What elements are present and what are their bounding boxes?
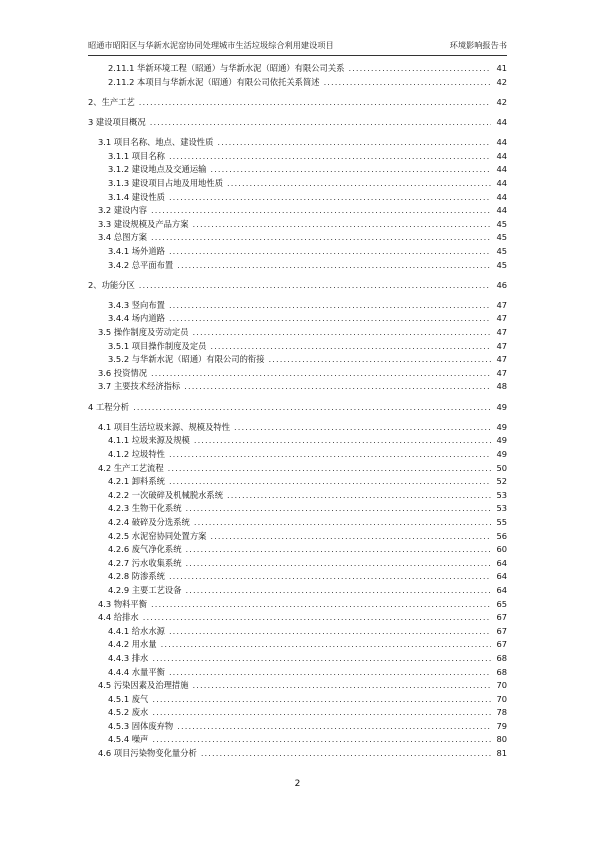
toc-entry[interactable]	[88, 584, 507, 598]
toc-leader-dots	[152, 693, 491, 707]
toc-entry[interactable]	[88, 279, 507, 293]
toc-entry-title: 3.6 投资情况	[98, 367, 148, 378]
toc-entry-title: 2.11.1 华新环境工程（昭通）与华新水泥（昭通）有限公司关系	[108, 63, 345, 73]
toc-entry-title: 4.4.2 用水量	[108, 639, 157, 650]
toc-leader-dots	[152, 652, 491, 666]
page-number: 2	[294, 779, 301, 789]
toc-leader-dots	[177, 259, 491, 273]
header-report-type: 环境影响报告书	[449, 40, 507, 50]
toc-leader-dots	[169, 666, 491, 680]
toc-entry[interactable]	[88, 570, 507, 584]
toc-entry-page: 53	[496, 489, 507, 500]
toc-entry-title: 4.5.2 废水	[108, 707, 149, 718]
toc-entry[interactable]	[88, 693, 507, 707]
toc-entry[interactable]	[88, 666, 507, 680]
toc-entry-page: 45	[496, 259, 507, 270]
toc-entry-title: 3.5 操作制度及劳动定员	[98, 327, 189, 338]
toc-leader-dots	[348, 62, 491, 76]
toc-entry[interactable]	[88, 502, 507, 516]
toc-entry-title: 4.6 项目污染物变化量分析	[98, 748, 197, 759]
toc-entry[interactable]	[88, 191, 507, 205]
toc-entry[interactable]	[88, 733, 507, 747]
toc-entry-page: 79	[496, 720, 507, 731]
toc-entry-title: 4.2.6 废气净化系统	[108, 544, 182, 555]
toc-leader-dots	[186, 557, 491, 571]
toc-entry[interactable]	[88, 543, 507, 557]
toc-entry-title: 4 工程分析	[88, 401, 130, 412]
toc-leader-dots	[151, 204, 491, 218]
toc-entry[interactable]	[88, 312, 507, 326]
toc-entry-page: 44	[496, 205, 507, 216]
toc-leader-dots	[234, 421, 491, 435]
running-header	[88, 40, 507, 54]
toc-entry-page: 49	[496, 421, 507, 432]
toc-entry-page: 70	[496, 693, 507, 704]
toc-entry-title: 3.1.2 建设地点及交通运输	[108, 164, 207, 175]
toc-entry-page: 48	[496, 381, 507, 392]
toc-leader-dots	[324, 76, 491, 90]
toc-entry-title: 3.3 建设规模及产品方案	[98, 218, 189, 229]
table-of-contents	[88, 62, 507, 761]
toc-entry[interactable]	[88, 448, 507, 462]
toc-entry-page: 49	[496, 435, 507, 446]
toc-entry[interactable]	[88, 353, 507, 367]
toc-entry[interactable]	[88, 401, 507, 415]
toc-leader-dots	[151, 367, 491, 381]
toc-leader-dots	[194, 516, 491, 530]
toc-entry-title: 4.4.1 给水水源	[108, 625, 165, 636]
toc-leader-dots	[139, 279, 491, 293]
toc-entry-title: 3 建设项目概况	[88, 116, 146, 127]
toc-entry-title: 4.2.2 一次破碎及机械脱水系统	[108, 489, 224, 500]
toc-entry-page: 64	[496, 557, 507, 568]
toc-entry-title: 4.1.1 垃圾来源及规模	[108, 435, 190, 446]
toc-entry-title: 3.1 项目名称、地点、建设性质	[98, 137, 214, 148]
toc-entry-title: 4.1 项目生活垃圾来源、规模及特性	[98, 421, 230, 432]
toc-entry[interactable]	[88, 163, 507, 177]
toc-leader-dots	[227, 177, 491, 191]
toc-leader-dots	[169, 245, 491, 259]
toc-entry-title: 3.4.2 总平面布置	[108, 259, 174, 270]
toc-entry-title: 4.5.3 固体废弃物	[108, 720, 174, 731]
toc-entry-title: 4.2.8 防渗系统	[108, 571, 165, 582]
toc-entry[interactable]	[88, 421, 507, 435]
toc-entry-title: 3.2 建设内容	[98, 205, 148, 216]
toc-entry[interactable]	[88, 96, 507, 110]
toc-entry-page: 47	[496, 354, 507, 365]
toc-leader-dots	[161, 638, 491, 652]
toc-entry-page: 45	[496, 232, 507, 243]
toc-entry-page: 80	[496, 734, 507, 745]
toc-leader-dots	[152, 706, 491, 720]
toc-leader-dots	[184, 380, 491, 394]
toc-entry-title: 4.1.2 垃圾特性	[108, 449, 165, 459]
toc-leader-dots	[186, 502, 491, 516]
toc-leader-dots	[151, 231, 491, 245]
toc-entry[interactable]	[88, 326, 507, 340]
toc-entry-page: 67	[496, 639, 507, 650]
toc-leader-dots	[133, 401, 491, 415]
toc-leader-dots	[210, 340, 491, 354]
toc-entry[interactable]	[88, 116, 507, 130]
toc-entry-page: 46	[496, 279, 507, 290]
toc-entry-page: 67	[496, 625, 507, 636]
toc-entry-page: 49	[496, 401, 507, 412]
toc-entry-page: 68	[496, 666, 507, 677]
toc-entry-page: 65	[496, 598, 507, 609]
toc-entry-title: 4.4 给排水	[98, 612, 139, 623]
toc-entry-page: 81	[496, 748, 507, 759]
toc-entry-page: 44	[496, 191, 507, 202]
toc-leader-dots	[227, 489, 491, 503]
toc-leader-dots	[169, 299, 491, 313]
toc-entry-page: 52	[496, 476, 507, 487]
toc-entry-page: 44	[496, 150, 507, 161]
toc-entry-title: 4.5 污染因素及治理措施	[98, 680, 189, 691]
toc-entry-title: 4.2.1 卸料系统	[108, 476, 165, 487]
toc-entry-page: 68	[496, 652, 507, 663]
toc-entry-title: 4.5.4 噪声	[108, 734, 149, 745]
toc-entry-title: 4.2.9 主要工艺设备	[108, 584, 182, 595]
toc-entry-page: 64	[496, 571, 507, 582]
toc-leader-dots	[168, 462, 491, 476]
toc-entry-title: 3.4.1 场外道路	[108, 245, 165, 256]
toc-entry-page: 44	[496, 177, 507, 188]
toc-entry-page: 47	[496, 327, 507, 338]
toc-entry-title: 3.5.1 项目操作制度及定员	[108, 340, 207, 351]
toc-entry-page: 47	[496, 340, 507, 351]
toc-leader-dots	[193, 326, 491, 340]
toc-entry[interactable]	[88, 598, 507, 612]
toc-entry-page: 44	[496, 137, 507, 148]
toc-entry[interactable]	[88, 720, 507, 734]
toc-entry-page: 49	[496, 449, 507, 459]
toc-entry-title: 4.5.1 废气	[108, 693, 149, 704]
toc-entry-page: 53	[496, 503, 507, 514]
toc-entry-title: 4.2.5 水泥窑协同处置方案	[108, 530, 207, 541]
toc-leader-dots	[169, 150, 491, 164]
toc-entry-page: 47	[496, 299, 507, 310]
toc-entry[interactable]	[88, 652, 507, 666]
toc-entry-title: 2、生产工艺	[88, 96, 135, 107]
toc-entry[interactable]	[88, 62, 507, 76]
toc-leader-dots	[194, 434, 491, 448]
toc-entry[interactable]	[88, 611, 507, 625]
toc-leader-dots	[151, 598, 491, 612]
toc-entry-title: 4.2 生产工艺流程	[98, 462, 164, 473]
toc-leader-dots	[143, 611, 491, 625]
toc-leader-dots	[217, 136, 491, 150]
toc-leader-dots	[193, 679, 491, 693]
toc-entry-page: 64	[496, 584, 507, 595]
header-project-title: 昭通市昭阳区与华新水泥窑协同处理城市生活垃圾综合利用建设项目	[88, 40, 334, 50]
toc-entry-title: 4.3 物料平衡	[98, 598, 148, 609]
toc-entry-title: 2.11.2 本项目与华新水泥（昭通）有限公司依托关系简述	[108, 76, 320, 87]
toc-entry-page: 42	[496, 96, 507, 107]
toc-entry[interactable]	[88, 204, 507, 218]
toc-entry[interactable]	[88, 530, 507, 544]
toc-entry-page: 42	[496, 76, 507, 87]
toc-leader-dots	[150, 116, 491, 130]
toc-entry-page: 45	[496, 245, 507, 256]
toc-entry[interactable]	[88, 625, 507, 639]
toc-entry-page: 41	[496, 63, 507, 73]
toc-entry[interactable]	[88, 299, 507, 313]
toc-leader-dots	[169, 191, 491, 205]
toc-entry[interactable]	[88, 367, 507, 381]
toc-leader-dots	[169, 448, 491, 462]
toc-entry-page: 70	[496, 680, 507, 691]
toc-entry[interactable]	[88, 259, 507, 273]
toc-entry-title: 3.1.4 建设性质	[108, 191, 165, 202]
toc-leader-dots	[139, 96, 491, 110]
toc-leader-dots	[177, 720, 491, 734]
toc-entry[interactable]	[88, 679, 507, 693]
toc-entry-page: 47	[496, 313, 507, 324]
toc-entry-title: 4.2.7 污水收集系统	[108, 557, 182, 568]
toc-entry-title: 4.2.4 破碎及分选系统	[108, 516, 190, 527]
toc-entry-page: 78	[496, 707, 507, 718]
toc-entry-title: 4.2.3 生物干化系统	[108, 503, 182, 514]
toc-entry[interactable]	[88, 557, 507, 571]
toc-entry-title: 3.5.2 与华新水泥（昭通）有限公司的衔接	[108, 354, 265, 365]
toc-entry-page: 56	[496, 530, 507, 541]
toc-leader-dots	[152, 733, 491, 747]
toc-leader-dots	[210, 530, 491, 544]
toc-leader-dots	[193, 218, 491, 232]
toc-leader-dots	[186, 584, 491, 598]
toc-entry[interactable]	[88, 218, 507, 232]
header-divider	[88, 55, 507, 56]
toc-entry-page: 47	[496, 367, 507, 378]
toc-entry-page: 44	[496, 116, 507, 127]
toc-entry[interactable]	[88, 475, 507, 489]
toc-entry[interactable]	[88, 340, 507, 354]
toc-leader-dots	[186, 543, 491, 557]
toc-entry[interactable]	[88, 747, 507, 761]
toc-entry-page: 60	[496, 544, 507, 555]
toc-entry[interactable]	[88, 706, 507, 720]
toc-entry[interactable]	[88, 76, 507, 90]
toc-leader-dots	[269, 353, 492, 367]
toc-entry[interactable]	[88, 231, 507, 245]
toc-entry-page: 50	[496, 462, 507, 473]
toc-leader-dots	[169, 312, 491, 326]
toc-entry-page: 45	[496, 218, 507, 229]
toc-entry[interactable]	[88, 489, 507, 503]
toc-entry-title: 4.4.4 水量平衡	[108, 666, 165, 677]
toc-entry-page: 67	[496, 612, 507, 623]
toc-entry[interactable]	[88, 462, 507, 476]
toc-entry-title: 4.4.3 排水	[108, 652, 149, 663]
toc-entry-title: 3.4 总图方案	[98, 232, 148, 243]
toc-entry-title: 3.4.4 场内道路	[108, 313, 165, 324]
toc-entry[interactable]	[88, 177, 507, 191]
toc-entry[interactable]	[88, 136, 507, 150]
toc-leader-dots	[210, 163, 491, 177]
toc-leader-dots	[201, 747, 491, 761]
toc-leader-dots	[169, 625, 491, 639]
toc-entry[interactable]	[88, 516, 507, 530]
toc-entry-title: 3.1.1 项目名称	[108, 150, 165, 161]
toc-entry-title: 3.7 主要技术经济指标	[98, 381, 181, 392]
toc-entry[interactable]	[88, 245, 507, 259]
toc-leader-dots	[169, 475, 491, 489]
toc-leader-dots	[169, 570, 491, 584]
toc-entry[interactable]	[88, 150, 507, 164]
toc-entry-title: 3.1.3 建设项目占地及用地性质	[108, 177, 224, 188]
toc-entry-page: 44	[496, 164, 507, 175]
toc-entry-page: 55	[496, 516, 507, 527]
toc-entry-title: 3.4.3 竖向布置	[108, 299, 165, 310]
toc-entry-title: 2、功能分区	[88, 279, 135, 290]
toc-entry[interactable]	[88, 638, 507, 652]
toc-entry[interactable]	[88, 434, 507, 448]
toc-entry[interactable]	[88, 380, 507, 394]
